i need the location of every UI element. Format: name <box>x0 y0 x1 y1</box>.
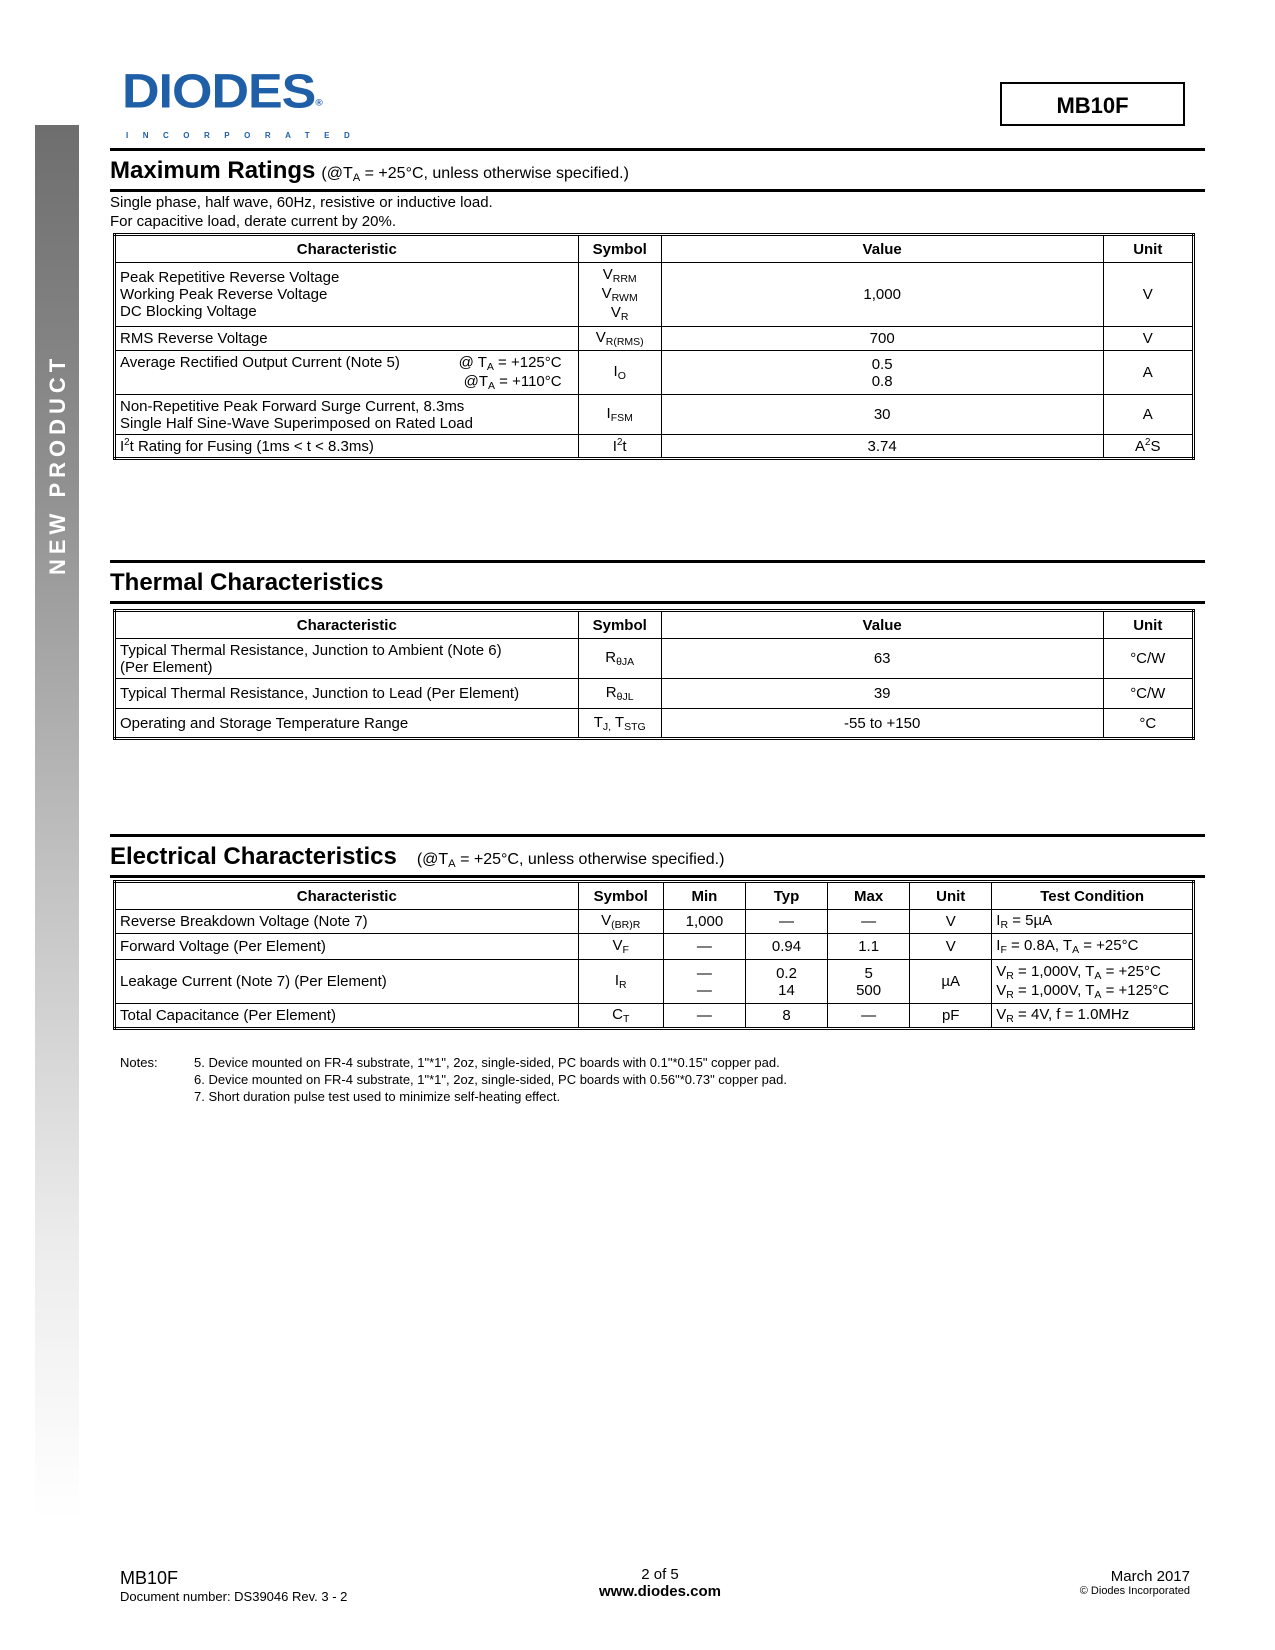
max-ratings-table <box>113 233 1195 460</box>
note-item: 7. Short duration pulse test used to minimize self-heating effect. <box>194 1089 561 1104</box>
footer-center <box>560 1566 760 1600</box>
symbol-cell: $V_{R(RMS)}$ <box>578 327 661 351</box>
test-condition-cell: $I_F = 0.8A$, $T_A = +25^\circ C$ <box>992 934 1194 960</box>
registered-mark: ® <box>315 98 322 109</box>
symbol-cell: $V_{(BR)R}$ <box>578 910 663 934</box>
table-header-row: Characteristic Symbol Min Typ Max Unit Test Condition <box>115 882 1194 910</box>
note-item: 6. Device mounted on FR-4 substrate, 1"*1", 2oz, single-sided, PC boards with 0.56"*0.73" copper pad. <box>194 1072 787 1087</box>
table-row: Peak Repetitive Reverse Voltage Working Peak Reverse Voltage DC Blocking Voltage $V_{RRM}$ $V_{RWM}$ $V_R$ 1,000 V <box>115 263 1194 327</box>
symbol-cell: $I^2t$ <box>578 435 661 459</box>
table-row: RMS Reverse Voltage $V_{R(RMS)}$ 700 V <box>115 327 1194 351</box>
electrical-table <box>113 880 1195 1030</box>
table-row: Typical Thermal Resistance, Junction to Lead (Per Element) $R_{\theta JL}$ 39 °C/W <box>115 679 1194 709</box>
max-ratings-condition: ($@T_A = +25^\circ C$, unless otherwise specified.) <box>321 165 629 184</box>
max-ratings-title: Maximum Ratings <box>110 157 316 184</box>
test-condition-cell: $V_R = 1,000V$, $T_A = +25^\circ C$ $V_R = 1,000V$, $T_A = +125^\circ C$ <box>992 960 1194 1004</box>
thermal-title: Thermal Characteristics <box>110 569 384 596</box>
table-row: Total Capacitance (Per Element) $C_T$ — 8 — pF $V_R = 4V$, f = 1.0MHz <box>115 1004 1194 1029</box>
footer-part: MB10F <box>120 1568 179 1588</box>
footer-left <box>120 1568 347 1604</box>
footer-url[interactable]: www.diodes.com <box>599 1583 721 1600</box>
symbol-cell: $T_{J,}$ $T_{STG}$ <box>578 709 661 739</box>
side-banner <box>35 125 79 1520</box>
footer-page: 2 of 5 <box>641 1566 679 1583</box>
note-item: 5. Device mounted on FR-4 substrate, 1"*1", 2oz, single-sided, PC boards with 0.1"*0.15" copper pad. <box>194 1055 780 1070</box>
symbol-cell: $I_{FSM}$ <box>578 395 661 435</box>
symbol-cell: $R_{\theta JL}$ <box>578 679 661 709</box>
symbol-cell: $V_{RRM}$ $V_{RWM}$ $V_R$ <box>578 263 661 327</box>
table-row: Leakage Current (Note 7) (Per Element) $I_R$ — — 0.2 14 5 500 µA $V_R = 1,000V$, $T_A = +25^\circ C$ $V_R = 1,000V$, $T_A = +125^\circ C$ <box>115 960 1194 1004</box>
logo-sub-text: INCORPORATED <box>126 131 365 140</box>
thermal-header <box>110 560 1205 604</box>
table-row: Typical Thermal Resistance, Junction to Ambient (Note 6) (Per Element) $R_{\theta JA}$ 63 °C/W <box>115 639 1194 679</box>
table-row: Reverse Breakdown Voltage (Note 7) $V_{(BR)R}$ 1,000 — — V $I_R = 5\mu A$ <box>115 910 1194 934</box>
logo-main-text: DIODES <box>122 65 316 119</box>
side-banner-label <box>45 535 71 575</box>
symbol-cell: $R_{\theta JA}$ <box>578 639 661 679</box>
footer-copyright: © Diodes Incorporated <box>1079 1585 1190 1597</box>
max-ratings-header <box>110 148 1205 192</box>
electrical-condition: ($@T_A = +25^\circ C$, unless otherwise specified.) <box>416 851 725 870</box>
table-header-row: Characteristic Symbol Value Unit <box>115 611 1194 639</box>
thermal-table <box>113 609 1195 740</box>
test-condition-cell: $V_R = 4V$, f = 1.0MHz <box>992 1004 1194 1029</box>
table-row: $I^2t$ Rating for Fusing (1ms < t < 8.3ms) $I^2t$ 3.74 $A^2S$ <box>115 435 1194 459</box>
table-row: Average Rectified Output Current (Note 5) @ $T_A = +125^\circ C$ $@T_A = +110^\circ C$ $I_O$ 0.5 0.8 A <box>115 351 1194 395</box>
footer-date: March 2017 <box>1110 1568 1190 1585</box>
symbol-cell: $I_O$ <box>578 351 661 395</box>
footer-right <box>1000 1568 1190 1597</box>
diodes-logo <box>122 65 365 140</box>
max-ratings-description: Single phase, half wave, 60Hz, resistive or inductive load. For capacitive load, derate current by 20%. <box>110 194 493 230</box>
part-number-box: MB10F <box>1000 82 1185 126</box>
electrical-header <box>110 834 1205 878</box>
symbol-cell: $C_T$ <box>578 1004 663 1029</box>
electrical-title: Electrical Characteristics <box>110 843 397 870</box>
symbol-cell: $I_R$ <box>578 960 663 1004</box>
table-row: Operating and Storage Temperature Range $T_{J,}$ $T_{STG}$ -55 to +150 °C <box>115 709 1194 739</box>
symbol-cell: $V_F$ <box>578 934 663 960</box>
table-header-row: Characteristic Symbol Value Unit <box>115 235 1194 263</box>
notes-label: Notes: <box>120 1055 158 1070</box>
footer-doc-number: Document number: DS39046 Rev. 3 - 2 <box>120 1589 348 1604</box>
table-row: Non-Repetitive Peak Forward Surge Current, 8.3ms Single Half Sine-Wave Superimposed on Rated Load $I_{FSM}$ 30 A <box>115 395 1194 435</box>
test-condition-cell: $I_R = 5\mu A$ <box>992 910 1194 934</box>
table-row: Forward Voltage (Per Element) $V_F$ — 0.94 1.1 V $I_F = 0.8A$, $T_A = +25^\circ C$ <box>115 934 1194 960</box>
